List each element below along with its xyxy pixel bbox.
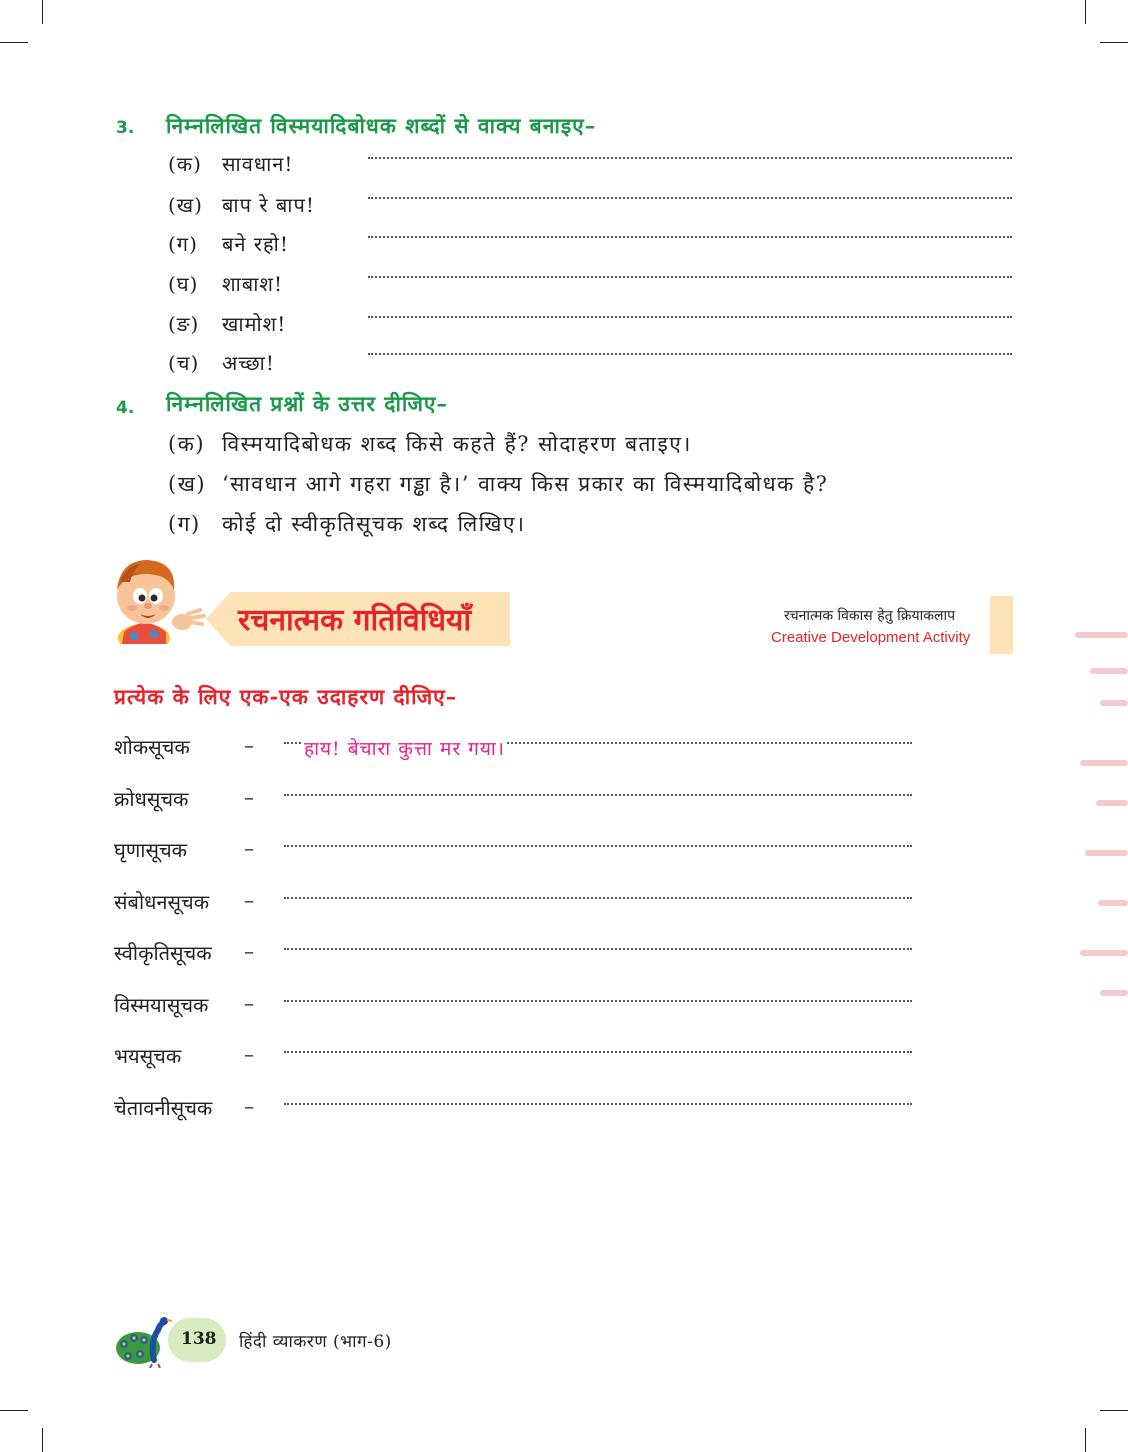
book-title: हिंदी व्याकरण (भाग-6): [239, 1332, 392, 1352]
answer-line[interactable]: [368, 316, 1012, 318]
activity-row-label: भयसूचक: [114, 1044, 182, 1068]
answer-line[interactable]: [284, 794, 912, 796]
activity-row-label: घृणासूचक: [114, 838, 188, 862]
answer-line[interactable]: [368, 353, 1012, 355]
activity-row-dash: –: [244, 733, 254, 757]
q4-item-text: विस्मयादिबोधक शब्द किसे कहते हैं? सोदाहरण बताइए।: [222, 432, 692, 456]
activity-banner-title: रचनात्मक गतिविधियाँ: [238, 603, 472, 638]
answer-line[interactable]: [368, 276, 1012, 278]
q4-item-label: (ख): [168, 472, 207, 496]
activity-side-tab: [990, 596, 1013, 654]
margin-decoration: [1096, 800, 1128, 806]
margin-decoration: [1085, 850, 1128, 856]
q3-item-label: (घ): [168, 272, 199, 296]
activity-row-dash: –: [244, 888, 254, 912]
answer-line[interactable]: [368, 236, 1012, 238]
q3-item-label: (ख): [168, 193, 203, 217]
activity-row-dash: –: [244, 1094, 254, 1118]
activity-side-label-english: Creative Development Activity: [771, 629, 971, 646]
activity-row-label: स्वीकृतिसूचक: [114, 941, 212, 965]
activity-row-dash: –: [244, 1042, 254, 1066]
crop-mark: [1100, 1410, 1128, 1411]
crop-mark: [1085, 0, 1086, 24]
crop-mark: [42, 1428, 43, 1452]
q3-item-text: बाप रे बाप!: [222, 193, 315, 217]
activity-instruction: प्रत्येक के लिए एक-एक उदाहरण दीजिए–: [114, 684, 458, 709]
margin-decoration: [1098, 900, 1128, 906]
margin-decoration: [1090, 668, 1128, 674]
peacock-icon: [114, 1312, 176, 1368]
page-number: 138: [181, 1329, 217, 1349]
q3-item-label: (ग): [168, 232, 198, 256]
q3-item-text: अच्छा!: [222, 351, 275, 375]
q3-item-text: बने रहो!: [222, 232, 289, 256]
margin-decoration: [1080, 760, 1128, 766]
activity-row-dash: –: [244, 939, 254, 963]
q3-item-label: (ङ): [168, 312, 200, 336]
answer-line[interactable]: [368, 157, 1012, 159]
q3-item-text: सावधान!: [222, 152, 294, 176]
crop-mark: [42, 0, 43, 24]
activity-row-label: संबोधनसूचक: [114, 890, 210, 914]
question-4-number: 4.: [116, 398, 135, 418]
q4-item-text: कोई दो स्वीकृतिसूचक शब्द लिखिए।: [222, 512, 526, 536]
question-4-title: निम्नलिखित प्रश्नों के उत्तर दीजिए–: [166, 391, 449, 416]
activity-row-dash: –: [244, 991, 254, 1015]
question-3-number: 3.: [116, 118, 135, 138]
crop-mark: [0, 1410, 28, 1411]
activity-row-dash: –: [244, 785, 254, 809]
margin-decoration: [1100, 700, 1128, 706]
margin-decoration: [1100, 990, 1128, 996]
example-answer: हाय! बेचारा कुत्ता मर गया।: [302, 735, 507, 761]
q4-item-label: (क): [168, 432, 206, 456]
q3-item-text: शाबाश!: [222, 272, 284, 296]
activity-row-label: विस्मयासूचक: [114, 993, 209, 1017]
answer-line[interactable]: [284, 897, 912, 899]
activity-row-dash: –: [244, 836, 254, 860]
answer-line[interactable]: [284, 1000, 912, 1002]
crop-mark: [0, 42, 28, 43]
answer-line[interactable]: [284, 1103, 912, 1105]
answer-line[interactable]: [284, 1051, 912, 1053]
activity-row-label: क्रोधसूचक: [114, 787, 189, 811]
activity-row-label: चेतावनीसूचक: [114, 1096, 213, 1120]
activity-side-label-hindi: रचनात्मक विकास हेतु क्रियाकलाप: [784, 608, 956, 624]
answer-line[interactable]: [368, 197, 1012, 199]
q3-item-label: (क): [168, 152, 202, 176]
q3-item-label: (च): [168, 351, 200, 375]
answer-line[interactable]: [284, 845, 912, 847]
q4-item-label: (ग): [168, 512, 201, 536]
activity-row-label: शोकसूचक: [114, 735, 190, 759]
crop-mark: [1100, 42, 1128, 43]
q4-item-text: ‘सावधान आगे गहरा गड्ढा है।’ वाक्य किस प्रकार का विस्मयादिबोधक है?: [222, 472, 829, 496]
question-3-title: निम्नलिखित विस्मयादिबोधक शब्दों से वाक्य बनाइए–: [166, 113, 597, 138]
crop-mark: [1085, 1428, 1086, 1452]
margin-decoration: [1080, 950, 1128, 956]
answer-line[interactable]: [284, 948, 912, 950]
cartoon-boy-illustration: [110, 552, 210, 644]
margin-decoration: [1075, 632, 1128, 638]
q3-item-text: खामोश!: [222, 312, 287, 336]
